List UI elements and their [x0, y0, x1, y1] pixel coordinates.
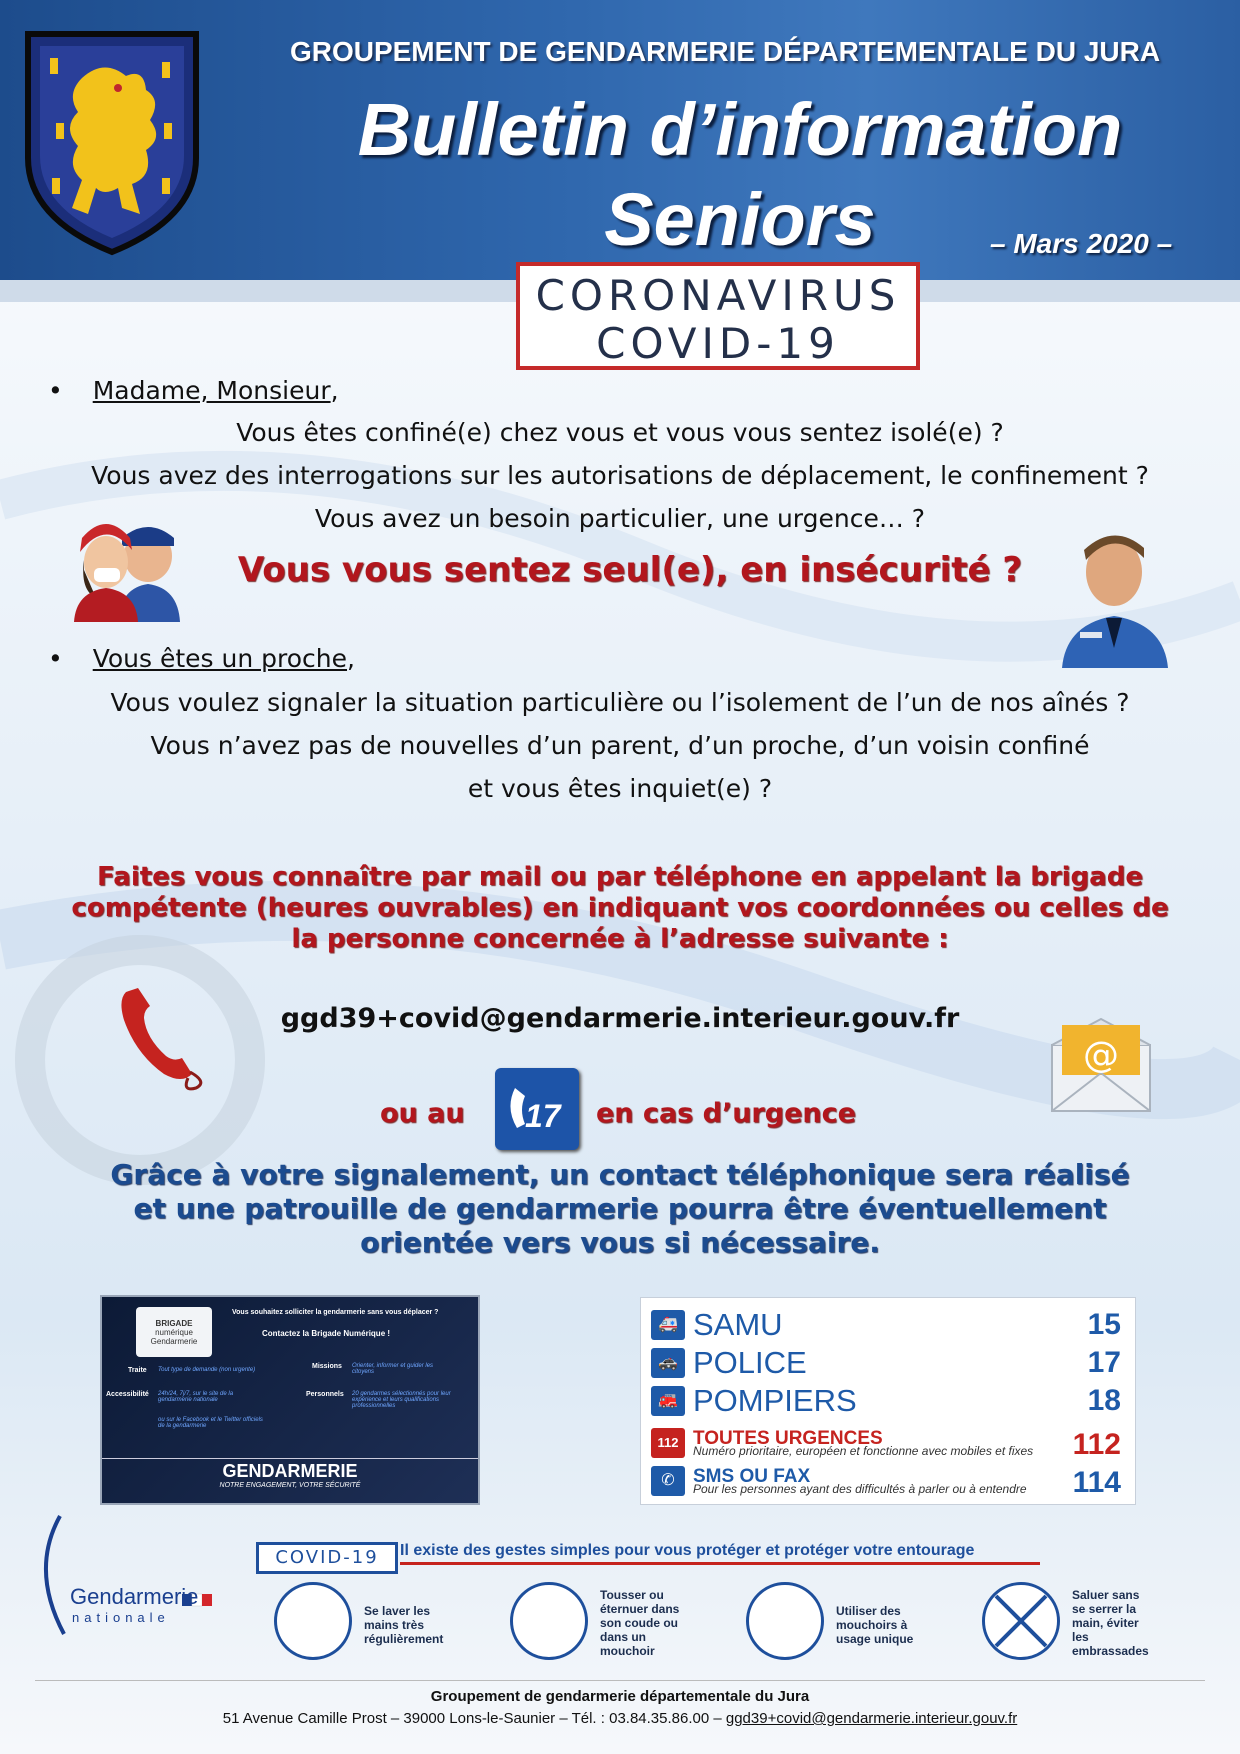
- brigade-numerique-panel: [100, 1295, 480, 1505]
- brigade-question: Vous souhaitez solliciter la gendarmerie sans vous déplacer ?: [232, 1309, 439, 1316]
- no-handshake-cross: [982, 1582, 1060, 1660]
- emergency-numbers-panel: [640, 1297, 1136, 1505]
- covid19-text: COVID-19: [596, 319, 840, 368]
- issue-date: – Mars 2020 –: [990, 228, 1173, 259]
- logo-gendarmerie-text: Gendarmerie: [70, 1584, 199, 1609]
- female-gendarmes-illustration: [70, 510, 186, 622]
- salutation-label: Madame, Monsieur: [92, 376, 331, 405]
- section1-line-1: Vous êtes confiné(e) chez vous et vous vous sentez isolé(e) ?: [236, 418, 1004, 447]
- gesture-text: Tousser ou éternuer dans son coude ou dans un mouchoir: [600, 1588, 680, 1658]
- gesture-text: Utiliser des mouchoirs à usage unique: [836, 1604, 914, 1646]
- section2-line-1: Vous voulez signaler la situation particulière ou l’isolement de l’un de nos aînés ?: [110, 688, 1130, 717]
- cta-line-2: compétente (heures ouvrables) en indiquant vos coordonnées ou celles de: [71, 893, 1169, 923]
- signal-line-3: orientée vers vous si nécessaire.: [360, 1226, 880, 1259]
- call-to-action: [30, 862, 1210, 955]
- traite-label: Traite: [128, 1367, 147, 1374]
- brigade-footer-slogan: NOTRE ENGAGEMENT, VOTRE SÉCURITÉ: [219, 1482, 361, 1489]
- 112-icon: 112: [651, 1428, 685, 1458]
- emergency-row: [651, 1384, 1127, 1420]
- org-title: GROUPEMENT DE GENDARMERIE DÉPARTEMENTALE DU JURA: [289, 36, 1161, 67]
- section2-line-2: Vous n’avez pas de nouvelles d’un parent, d’un proche, d’un voisin confiné: [150, 731, 1090, 760]
- section1-line-2: Vous avez des interrogations sur les autorisations de déplacement, le confinement ?: [91, 461, 1149, 490]
- emergency-label: TOUTES URGENCES: [693, 1428, 883, 1449]
- emergency-17-number: 17: [525, 1098, 561, 1134]
- insecurity-highlight: Vous vous sentez seul(e), en insécurité ?: [237, 550, 1023, 590]
- emergency-number: 114: [1072, 1466, 1121, 1499]
- emergency-label: SMS OU FAX: [693, 1466, 811, 1487]
- signal-line-1: Grâce à votre signalement, un contact téléphonique sera réalisé: [110, 1158, 1130, 1191]
- title-line-1: Bulletin d’information: [357, 88, 1123, 171]
- signal-line-2: et une patrouille de gendarmerie pourra être éventuellement: [133, 1192, 1107, 1225]
- brigade-badge-line1: BRIGADE: [155, 1319, 193, 1328]
- footer-email-link[interactable]: ggd39+covid@gendarmerie.interieur.gouv.fr: [725, 1710, 1018, 1727]
- emergency-label: POMPIERS: [693, 1383, 857, 1418]
- fire-truck-icon: 🚒: [651, 1386, 685, 1416]
- gendarmerie-nationale-logo: [30, 1510, 220, 1640]
- cough-elbow-icon: [510, 1582, 588, 1660]
- cta-line-3: la personne concernée à l’adresse suivante :: [291, 924, 949, 954]
- salutation-comma: ,: [330, 376, 339, 405]
- jura-coat-of-arms-logo: [22, 28, 202, 258]
- emergency-number: 18: [1087, 1384, 1121, 1417]
- emergency-label: SAMU: [693, 1307, 783, 1342]
- personnels-value: 20 gendarmes sélectionnés pour leur expérience et leurs qualifications professionnelles: [352, 1391, 451, 1409]
- at-symbol: @: [1083, 1035, 1119, 1076]
- covid-badge: COVID-19: [256, 1542, 398, 1574]
- ambulance-icon: 🚑: [651, 1310, 685, 1340]
- personnels-label: Personnels: [306, 1391, 344, 1398]
- access-label: Accessibilité: [106, 1391, 149, 1398]
- title-line-2: Seniors: [604, 178, 876, 261]
- signal-note: [40, 1158, 1200, 1260]
- footer-address-text: 51 Avenue Camille Prost – 39000 Lons-le-Saunier – Tél. : 03.84.35.86.00 –: [222, 1710, 726, 1727]
- footer-org: Groupement de gendarmerie départementale du Jura: [430, 1688, 810, 1705]
- emergency-label: POLICE: [693, 1345, 807, 1380]
- hand-washing-icon: [274, 1582, 352, 1660]
- brigade-badge-line2: numérique: [155, 1328, 193, 1337]
- police-car-icon: 🚓: [651, 1348, 685, 1378]
- emergency-row: [651, 1346, 1127, 1382]
- brigade-footer-title: GENDARMERIE: [222, 1461, 358, 1481]
- emergency-sub: Pour les personnes ayant des difficultés à parler ou à entendre: [693, 1482, 1027, 1496]
- emergency-row: [651, 1464, 1127, 1500]
- traite-value: Tout type de demande (non urgente): [158, 1367, 256, 1373]
- cta-line-1: Faites vous connaître par mail ou par téléphone en appelant la brigade: [97, 862, 1143, 892]
- access-value-2: ou sur le Facebook et le Twitter officiels de la gendarmerie: [158, 1417, 263, 1429]
- emergency-17-badge: [495, 1068, 579, 1150]
- footer-address: [0, 1710, 1240, 1727]
- coronavirus-text: CORONAVIRUS: [535, 271, 901, 320]
- gesture-text: Se laver les mains très régulièrement: [364, 1604, 444, 1646]
- emergency-number: 15: [1087, 1308, 1121, 1341]
- gestures-intro: Il existe des gestes simples pour vous protéger et protéger votre entourage: [400, 1542, 1040, 1565]
- bullet-proche: [48, 644, 355, 673]
- emergency-row: [651, 1426, 1127, 1464]
- section2-line-3: et vous êtes inquiet(e) ?: [467, 774, 773, 803]
- footer-divider: [35, 1680, 1205, 1681]
- emergency-number: 17: [1087, 1346, 1121, 1379]
- relative-label: Vous êtes un proche: [92, 644, 348, 673]
- email-envelope-icon: [1048, 1017, 1154, 1117]
- gesture-text: Saluer sans se serrer la main, éviter les embrassades: [1072, 1588, 1149, 1658]
- brigade-badge: [136, 1307, 212, 1357]
- telephone-icon: [116, 982, 216, 1092]
- bullet-dot: •: [48, 644, 63, 673]
- male-gendarme-illustration: [1060, 528, 1170, 668]
- bullet-dot: •: [48, 376, 63, 405]
- tissue-icon: [746, 1582, 824, 1660]
- missions-value: Orienter, informer et guider les citoyens: [352, 1363, 434, 1375]
- emergency-row: [651, 1308, 1127, 1344]
- brigade-footer: [102, 1458, 478, 1503]
- logo-nationale-text: nationale: [72, 1610, 170, 1625]
- missions-label: Missions: [312, 1363, 342, 1370]
- contact-email-link[interactable]: ggd39+covid@gendarmerie.interieur.gouv.fr: [280, 1003, 960, 1034]
- brigade-contact: Contactez la Brigade Numérique !: [262, 1329, 391, 1338]
- section1-line-3: Vous avez un besoin particulier, une urgence… ?: [314, 504, 926, 533]
- or-at-label: ou au: [380, 1098, 465, 1129]
- emergency-number: 112: [1072, 1428, 1121, 1461]
- emergency-sub: Numéro prioritaire, européen et fonctionne avec mobiles et fixes: [693, 1444, 1034, 1458]
- sms-icon: ✆: [651, 1466, 685, 1496]
- brigade-badge-line3: Gendarmerie: [150, 1337, 198, 1346]
- bullet-madame-monsieur: [48, 376, 339, 405]
- relative-comma: ,: [347, 644, 355, 673]
- emergency-suffix: en cas d’urgence: [596, 1098, 856, 1129]
- access-value: 24h/24, 7j/7, sur le site de la gendarmerie nationale: [158, 1391, 234, 1403]
